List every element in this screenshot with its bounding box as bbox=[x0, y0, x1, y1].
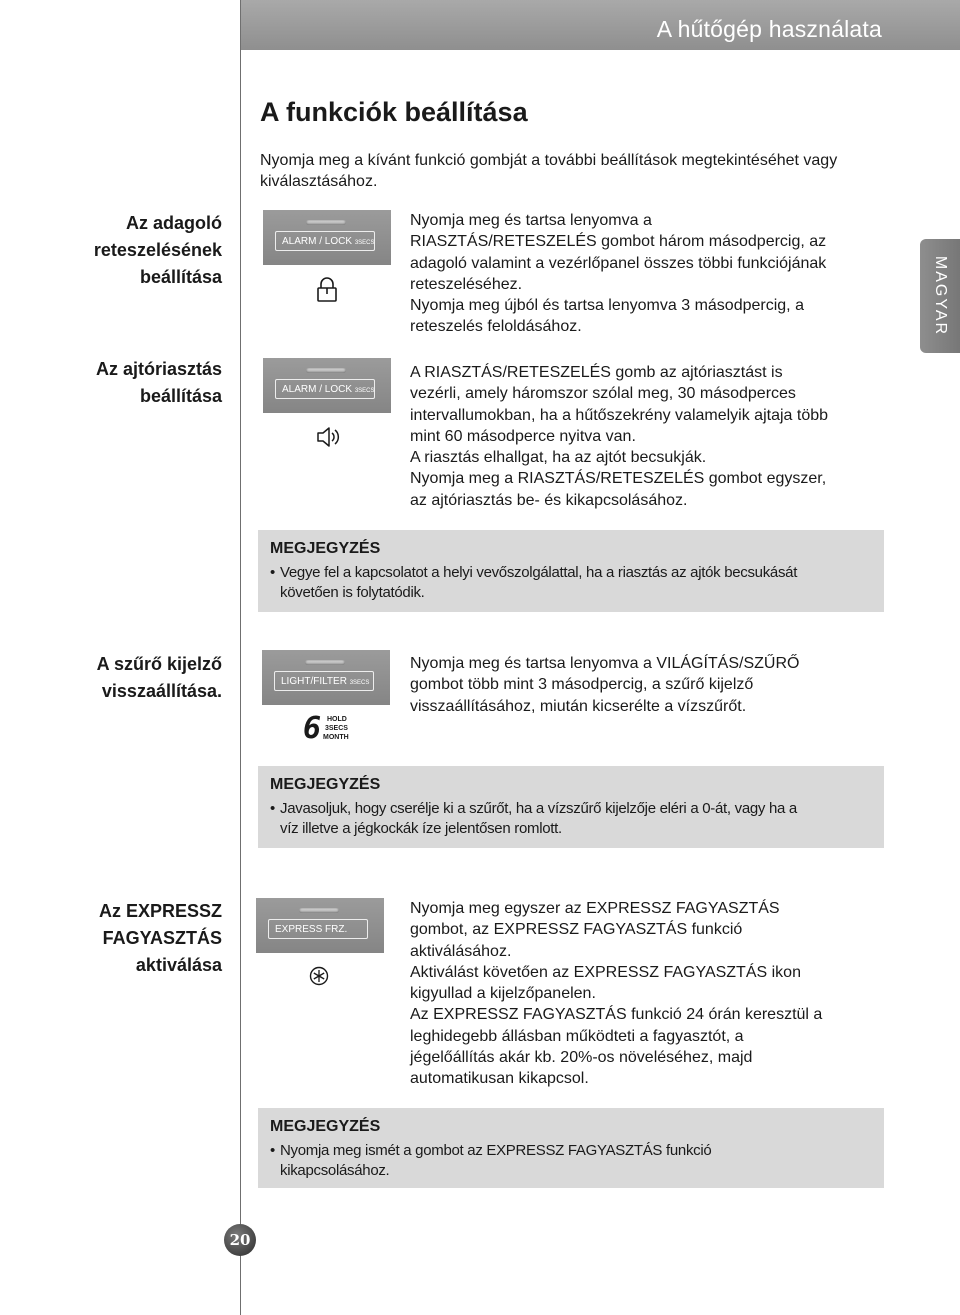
note-title: MEGJEGYZÉS bbox=[270, 540, 381, 557]
label-line: beállítása bbox=[139, 267, 222, 287]
text-line: automatikusan kikapcsol. bbox=[410, 1070, 589, 1088]
text-line: A riasztás elhallgat, ha az ajtót becsukják. bbox=[410, 449, 707, 467]
alarm-lock-button[interactable]: ALARM / LOCK 3SECS bbox=[275, 231, 375, 251]
text-line: reteszeléséhez. bbox=[410, 275, 523, 293]
language-tab-label: MAGYAR bbox=[932, 255, 949, 337]
note-text: • Vegye fel a kapcsolatot a helyi vevőszolgálattal, ha a riasztás az ajtók becsukását követően is folytatódik. bbox=[270, 563, 872, 603]
note-text: • Nyomja meg ismét a gombot az EXPRESSZ FAGYASZTÁS funkció kikapcsolásához. bbox=[270, 1141, 872, 1181]
label-line: FAGYASZTÁS bbox=[102, 928, 222, 948]
note-box-3 bbox=[258, 1108, 884, 1188]
section-text-express bbox=[410, 898, 890, 1090]
light-filter-button-panel bbox=[262, 650, 390, 705]
note-title: MEGJEGYZÉS bbox=[270, 776, 381, 793]
indicator-led bbox=[305, 660, 345, 665]
left-margin-rule bbox=[240, 0, 241, 1315]
text-line: az ajtóriasztás be- és kikapcsolásához. bbox=[410, 491, 688, 509]
note-text: • Javasoljuk, hogy cserélje ki a szűrőt, ha a vízszűrő kijelzője eléri a 0-át, vagy ha a víz illetve a jégkockák íze jelentősen romlott. bbox=[270, 799, 872, 839]
label-line: aktiválása bbox=[135, 955, 222, 975]
alarm-lock-button-panel-2 bbox=[263, 358, 391, 413]
section-text-door-alarm bbox=[410, 362, 890, 511]
label-line: A szűrő kijelző bbox=[96, 654, 222, 674]
indicator-led bbox=[299, 908, 339, 913]
text-line: Nyomja meg egyszer az EXPRESSZ FAGYASZTÁS bbox=[410, 900, 780, 917]
label-line: visszaállítása. bbox=[101, 681, 222, 701]
filter-display-month: MONTH bbox=[323, 734, 349, 741]
section-label-door-alarm bbox=[0, 356, 222, 410]
indicator-led bbox=[306, 368, 346, 373]
text-line: Aktiválást követően az EXPRESSZ FAGYASZTÁS ikon bbox=[410, 963, 801, 981]
section-text-filter bbox=[410, 653, 890, 717]
indicator-led bbox=[306, 220, 346, 225]
header-bar bbox=[241, 0, 960, 50]
language-tab bbox=[920, 239, 960, 353]
filter-display-hold: HOLD bbox=[327, 716, 347, 723]
text-line: adagoló valamint a vezérlőpanel összes többi funkciójának bbox=[410, 254, 827, 272]
label-line: reteszelésének bbox=[93, 240, 222, 260]
text-line: visszaállításához, miután kicserélte a vízszűrőt. bbox=[410, 697, 747, 715]
section-label-lock bbox=[0, 210, 222, 291]
filter-display-secs: 3SECS bbox=[325, 725, 348, 732]
text-line: gombot több mint 3 másodpercig, a szűrő kijelző bbox=[410, 676, 754, 694]
header-title: A hűtőgép használata bbox=[656, 16, 882, 42]
text-line: Nyomja meg és tartsa lenyomva a bbox=[410, 212, 652, 229]
section-label-filter bbox=[0, 651, 222, 705]
filter-display-digit: 6 bbox=[303, 711, 322, 746]
express-frz-button[interactable]: EXPRESS FRZ. bbox=[268, 919, 368, 939]
text-line: reteszelés feloldásához. bbox=[410, 318, 582, 336]
intro-text: Nyomja meg a kívánt funkció gombját a további beállítások megtekintéséhet vagy kiválasztásához. bbox=[260, 152, 838, 190]
label-line: beállítása bbox=[139, 386, 222, 406]
page-number: 20 bbox=[224, 1224, 256, 1256]
section-label-express bbox=[0, 898, 222, 979]
text-line: jégelőállítás akár kb. 20%-os növeléséhez, majd bbox=[410, 1049, 753, 1067]
text-line: vezérli, amely háromszor szólal meg, 30 másodperces bbox=[410, 385, 796, 403]
note-box-2 bbox=[258, 766, 884, 848]
page-title: A funkciók beállítása bbox=[260, 97, 528, 127]
express-frz-button-panel bbox=[256, 898, 384, 953]
text-line: gombot, az EXPRESSZ FAGYASZTÁS funkció bbox=[410, 921, 743, 939]
text-line: Nyomja meg és tartsa lenyomva a VILÁGÍTÁS/SZŰRŐ bbox=[410, 655, 800, 672]
alarm-lock-button-2[interactable]: ALARM / LOCK 3SECS bbox=[275, 379, 375, 399]
snowflake-icon bbox=[309, 966, 329, 986]
note-title: MEGJEGYZÉS bbox=[270, 1118, 381, 1135]
text-line: intervallumokban, ha a hűtőszekrény valamelyik ajtaja több bbox=[410, 406, 829, 424]
text-line: leghidegebb állásban működteti a fagyasztót, a bbox=[410, 1027, 744, 1045]
note-box bbox=[258, 530, 884, 612]
label-line: Az adagoló bbox=[125, 213, 222, 233]
text-line: Nyomja meg újból és tartsa lenyomva 3 másodpercig, a bbox=[410, 297, 804, 315]
label-line: Az EXPRESSZ bbox=[98, 901, 222, 921]
text-line: Az EXPRESSZ FAGYASZTÁS funkció 24 órán keresztül a bbox=[410, 1006, 823, 1024]
light-filter-button[interactable]: LIGHT/FILTER 3SECS bbox=[274, 671, 374, 691]
label-line: Az ajtóriasztás bbox=[95, 359, 222, 379]
text-line: RIASZTÁS/RETESZELÉS gombot három másodpercig, az bbox=[410, 233, 827, 251]
padlock-icon bbox=[315, 276, 339, 304]
text-line: mint 60 másodperce nyitva van. bbox=[410, 427, 636, 445]
text-line: kigyullad a kijelzőpanelen. bbox=[410, 985, 596, 1003]
text-line: aktiválásához. bbox=[410, 942, 512, 960]
text-line: A RIASZTÁS/RETESZELÉS gomb az ajtóriasztást is bbox=[410, 364, 783, 381]
filter-display-indicator bbox=[303, 711, 363, 746]
speaker-sound-icon bbox=[316, 425, 342, 449]
text-line: Nyomja meg a RIASZTÁS/RETESZELÉS gombot egyszer, bbox=[410, 470, 827, 488]
alarm-lock-button-panel bbox=[263, 210, 391, 265]
section-text-lock bbox=[410, 210, 890, 338]
